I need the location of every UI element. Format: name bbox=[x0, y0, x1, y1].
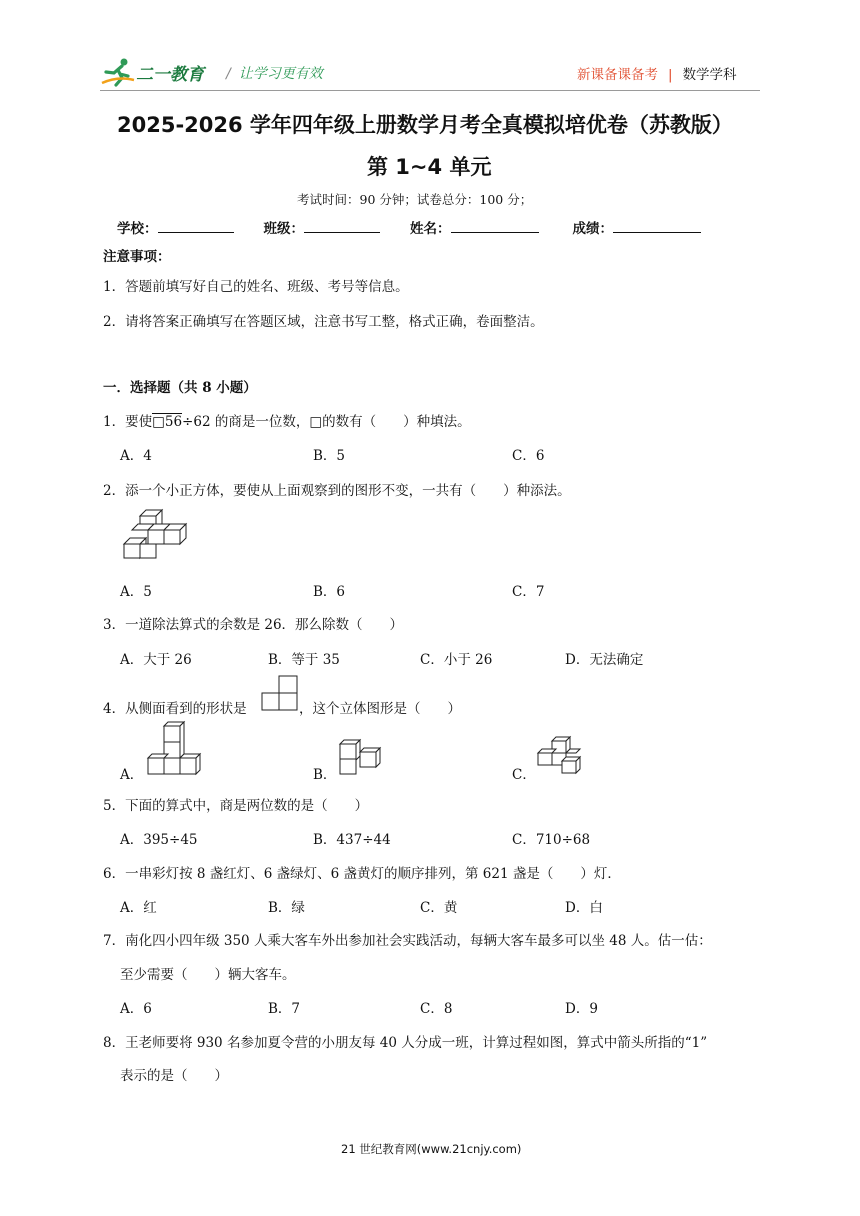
note-item: 2．请将答案正确填写在答题区域，注意书写工整，格式正确，卷面整洁。 bbox=[103, 314, 544, 330]
score-label: 成绩： bbox=[572, 221, 613, 237]
question-7-cont: 至少需要（ ）辆大客车。 bbox=[120, 967, 296, 983]
q1-option-c[interactable]: C．6 bbox=[512, 448, 545, 464]
q6-option-d[interactable]: D．白 bbox=[565, 900, 603, 916]
question-2: 2．添一个小正方体，要使从上面观察到的图形不变，一共有（ ）种添法。 bbox=[103, 483, 571, 499]
note-item: 1．答题前填写好自己的姓名、班级、考号等信息。 bbox=[103, 279, 409, 295]
q7-option-c[interactable]: C．8 bbox=[420, 1001, 453, 1017]
q2-option-b[interactable]: B．6 bbox=[313, 584, 346, 600]
q6-option-c[interactable]: C．黄 bbox=[420, 900, 458, 916]
header-tagline: 新课备课备考 bbox=[577, 67, 658, 83]
name-field[interactable] bbox=[451, 218, 539, 233]
exam-title: 2025-2026 学年四年级上册数学月考全真模拟培优卷（苏教版） bbox=[117, 113, 733, 137]
q1-option-a[interactable]: A．4 bbox=[120, 448, 152, 464]
q4-option-b-figure[interactable] bbox=[338, 738, 386, 780]
logo-text: 二一教育 bbox=[136, 65, 204, 85]
q3-option-c[interactable]: C．小于 26 bbox=[420, 652, 493, 668]
slogan-text: 让学习更有效 bbox=[238, 66, 323, 82]
q3-option-a[interactable]: A．大于 26 bbox=[120, 652, 192, 668]
q1-box: □ bbox=[152, 414, 165, 430]
q4-option-c-figure[interactable] bbox=[536, 735, 584, 779]
exam-subtitle: 第 1~4 单元 bbox=[367, 155, 492, 179]
class-field[interactable] bbox=[304, 218, 380, 233]
info-row bbox=[117, 217, 701, 237]
slogan bbox=[226, 63, 323, 83]
question-1 bbox=[103, 410, 471, 430]
q2-option-c[interactable]: C．7 bbox=[512, 584, 545, 600]
school-label: 学校： bbox=[117, 221, 158, 237]
q5-option-a[interactable]: A．395÷45 bbox=[120, 832, 198, 848]
q6-option-b[interactable]: B．绿 bbox=[268, 900, 305, 916]
question-8: 8．王老师要将 930 名参加夏令营的小朋友每 40 人分成一班，计算过程如图，算式中箭头所指的“1” bbox=[103, 1035, 708, 1051]
section-heading: 一．选择题（共 8 小题） bbox=[103, 380, 257, 396]
q5-option-c[interactable]: C．710÷68 bbox=[512, 832, 591, 848]
q4-side-view-figure bbox=[261, 675, 299, 715]
q3-option-b[interactable]: B．等于 35 bbox=[268, 652, 340, 668]
header-subject bbox=[577, 63, 737, 83]
q4-option-a[interactable]: A． bbox=[120, 767, 144, 783]
slogan-separator: / bbox=[226, 66, 231, 82]
q5-option-b[interactable]: B．437÷44 bbox=[313, 832, 391, 848]
question-7: 7．南化四小四年级 350 人乘大客车外出参加社会实践活动，每辆大客车最多可以坐 48 人。估一估： bbox=[103, 933, 712, 949]
q1-dividend bbox=[152, 413, 182, 430]
school-field[interactable] bbox=[158, 218, 234, 233]
q1-option-b[interactable]: B．5 bbox=[313, 448, 346, 464]
q1-digits: 56 bbox=[164, 414, 183, 430]
q4-option-a-figure[interactable] bbox=[146, 720, 206, 780]
footer-source: 21 世纪教育网(www.21cnjy.com) bbox=[341, 1142, 522, 1156]
q1-prefix: 1．要使 bbox=[103, 414, 153, 430]
q4-option-b[interactable]: B． bbox=[313, 767, 337, 783]
name-label: 姓名： bbox=[410, 221, 451, 237]
q2-cube-figure bbox=[120, 508, 192, 564]
q7-option-d[interactable]: D．9 bbox=[565, 1001, 598, 1017]
q4-option-c[interactable]: C． bbox=[512, 767, 536, 783]
q7-option-a[interactable]: A．6 bbox=[120, 1001, 152, 1017]
q7-option-b[interactable]: B．7 bbox=[268, 1001, 301, 1017]
header-subject-label: 数学学科 bbox=[682, 67, 737, 83]
question-5: 5．下面的算式中，商是两位数的是（ ） bbox=[103, 798, 369, 814]
question-6: 6．一串彩灯按 8 盏红灯、6 盏绿灯、6 盏黄灯的顺序排列，第 621 盏是（ ）灯． bbox=[103, 866, 621, 882]
q2-option-a[interactable]: A．5 bbox=[120, 584, 152, 600]
question-8-cont: 表示的是（ ） bbox=[120, 1068, 228, 1084]
notes-heading: 注意事项： bbox=[103, 249, 171, 265]
q4-prefix: 4．从侧面看到的形状是 bbox=[103, 701, 247, 717]
q6-option-a[interactable]: A．红 bbox=[120, 900, 157, 916]
q4-suffix: ，这个立体图形是（ ） bbox=[299, 701, 461, 717]
score-field[interactable] bbox=[613, 218, 701, 233]
q1-suffix: ÷62 的商是一位数，□的数有（ ）种填法。 bbox=[182, 414, 471, 430]
exam-meta: 考试时间：90 分钟；试卷总分：100 分； bbox=[297, 192, 533, 207]
class-label: 班级： bbox=[263, 221, 304, 237]
q3-option-d[interactable]: D．无法确定 bbox=[565, 652, 644, 668]
question-3: 3．一道除法算式的余数是 26．那么除数（ ） bbox=[103, 617, 404, 633]
header-separator: | bbox=[668, 67, 673, 83]
runner-logo-icon bbox=[102, 59, 134, 86]
header-divider bbox=[100, 90, 760, 91]
